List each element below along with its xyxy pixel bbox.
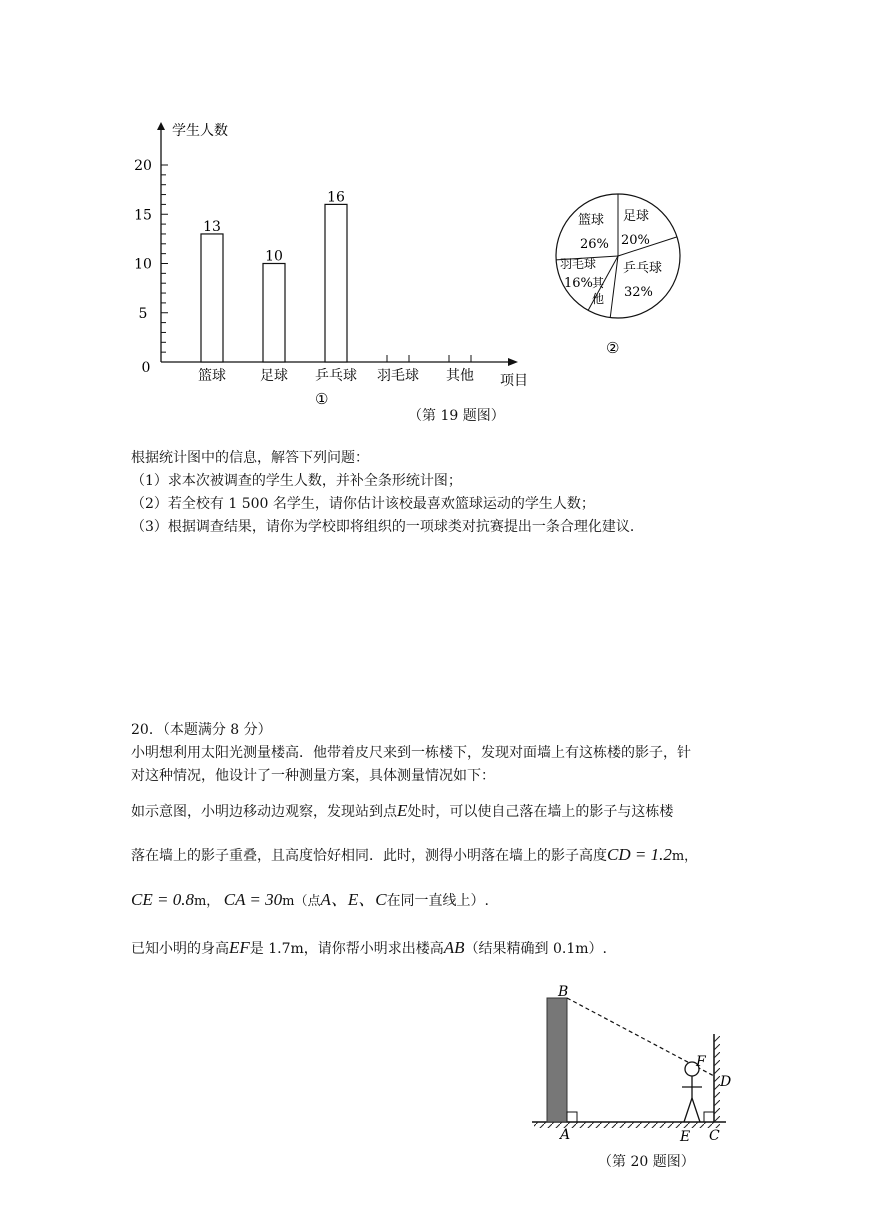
q20-line-5: CE = 0.8m， CA = 30m（点A、E、C在同一直线上）. bbox=[131, 890, 490, 909]
y-tick-label: 15 bbox=[134, 207, 152, 224]
q20-line-4: 落在墙上的影子重叠，且高度恰好相同．此时，测得小明落在墙上的影子高度CD = 1.2m， bbox=[131, 845, 698, 864]
y-tick-label: 0 bbox=[141, 360, 151, 376]
y-axis-label: 学生人数 bbox=[172, 123, 228, 139]
q19-figure-caption: （第 19 题图） bbox=[408, 408, 505, 424]
building bbox=[547, 998, 567, 1122]
q20-figure-caption: （第 20 题图） bbox=[598, 1154, 695, 1170]
pie-label-basketball: 篮球 bbox=[578, 213, 605, 228]
building-shadow-diagram bbox=[528, 980, 748, 1150]
x-tick-label: 篮球 bbox=[198, 368, 226, 384]
x-axis-arrow bbox=[508, 358, 518, 366]
y-tick-label: 10 bbox=[134, 256, 152, 273]
pie-pct-basketball: 26% bbox=[580, 237, 609, 252]
formula-cd: CD = 1.2 bbox=[607, 845, 672, 864]
pie-pct-pingpong: 32% bbox=[624, 285, 653, 300]
q20-heading: 20．（本题满分 8 分） bbox=[131, 722, 272, 738]
bar bbox=[263, 264, 285, 363]
bar bbox=[201, 234, 223, 362]
label-a: A bbox=[560, 1127, 571, 1143]
pie-chart bbox=[550, 190, 690, 360]
pie-chart-caption: ② bbox=[606, 339, 620, 357]
bar-data-label: 16 bbox=[327, 189, 345, 206]
q19-item-2: （2）若全校有 1 500 名学生，请你估计该校最喜欢篮球运动的学生人数； bbox=[131, 496, 595, 512]
y-tick-label: 5 bbox=[138, 305, 148, 322]
label-e: E bbox=[680, 1129, 691, 1145]
label-d: D bbox=[720, 1074, 732, 1090]
x-tick-label: 乒乓球 bbox=[315, 368, 357, 384]
x-tick-label: 足球 bbox=[260, 368, 288, 384]
pie-label-football: 足球 bbox=[623, 209, 650, 224]
x-tick-label: 其他 bbox=[446, 368, 474, 384]
person-leg-left bbox=[684, 1098, 692, 1122]
pie-label-other: 其 他 bbox=[592, 276, 605, 306]
q20-line-3: 如示意图，小明边移动边观察，发现站到点E处时，可以使自己落在墙上的影子与这栋楼 bbox=[131, 801, 674, 820]
bar-data-label: 13 bbox=[203, 218, 221, 235]
y-tick-label: 20 bbox=[134, 158, 152, 174]
formula-ce: CE = 0.8 bbox=[131, 890, 194, 909]
bar-data-label: 10 bbox=[265, 248, 283, 265]
label-c: C bbox=[709, 1128, 720, 1144]
label-f: F bbox=[696, 1054, 706, 1070]
formula-ca: CA = 30 bbox=[223, 890, 283, 909]
pie-label-pingpong: 乒乓球 bbox=[623, 261, 663, 276]
person-leg-right bbox=[692, 1098, 700, 1122]
pie-pct-badminton: 16% bbox=[564, 276, 593, 291]
pie-label-badminton: 羽毛球 bbox=[560, 257, 597, 271]
q19-item-3: （3）根据调查结果，请你为学校即将组织的一项球类对抗赛提出一条合理化建议． bbox=[131, 519, 644, 535]
label-b: B bbox=[558, 984, 569, 1000]
x-tick-label: 羽毛球 bbox=[377, 368, 419, 384]
q20-line-1: 小明想利用太阳光测量楼高．他带着皮尺来到一栋楼下，发现对面墙上有这栋楼的影子，针 bbox=[131, 745, 691, 761]
bar bbox=[325, 204, 347, 362]
q19-item-1: （1）求本次被调查的学生人数，并补全条形统计图； bbox=[131, 473, 462, 489]
y-axis-arrow bbox=[157, 122, 165, 130]
right-angle-c bbox=[704, 1112, 714, 1122]
q19-intro: 根据统计图中的信息，解答下列问题： bbox=[131, 450, 369, 466]
right-angle-a bbox=[567, 1112, 577, 1122]
x-axis-label: 项目 bbox=[500, 373, 528, 389]
q20-line-6: 已知小明的身高EF是 1.7m，请你帮小明求出楼高AB（结果精确到 0.1m）. bbox=[131, 938, 608, 957]
q20-line-2: 对这种情况，他设计了一种测量方案，具体测量情况如下： bbox=[131, 768, 495, 784]
bar-chart bbox=[130, 110, 550, 410]
bar-chart-caption: ① bbox=[315, 390, 329, 408]
pie-pct-football: 20% bbox=[621, 233, 650, 248]
